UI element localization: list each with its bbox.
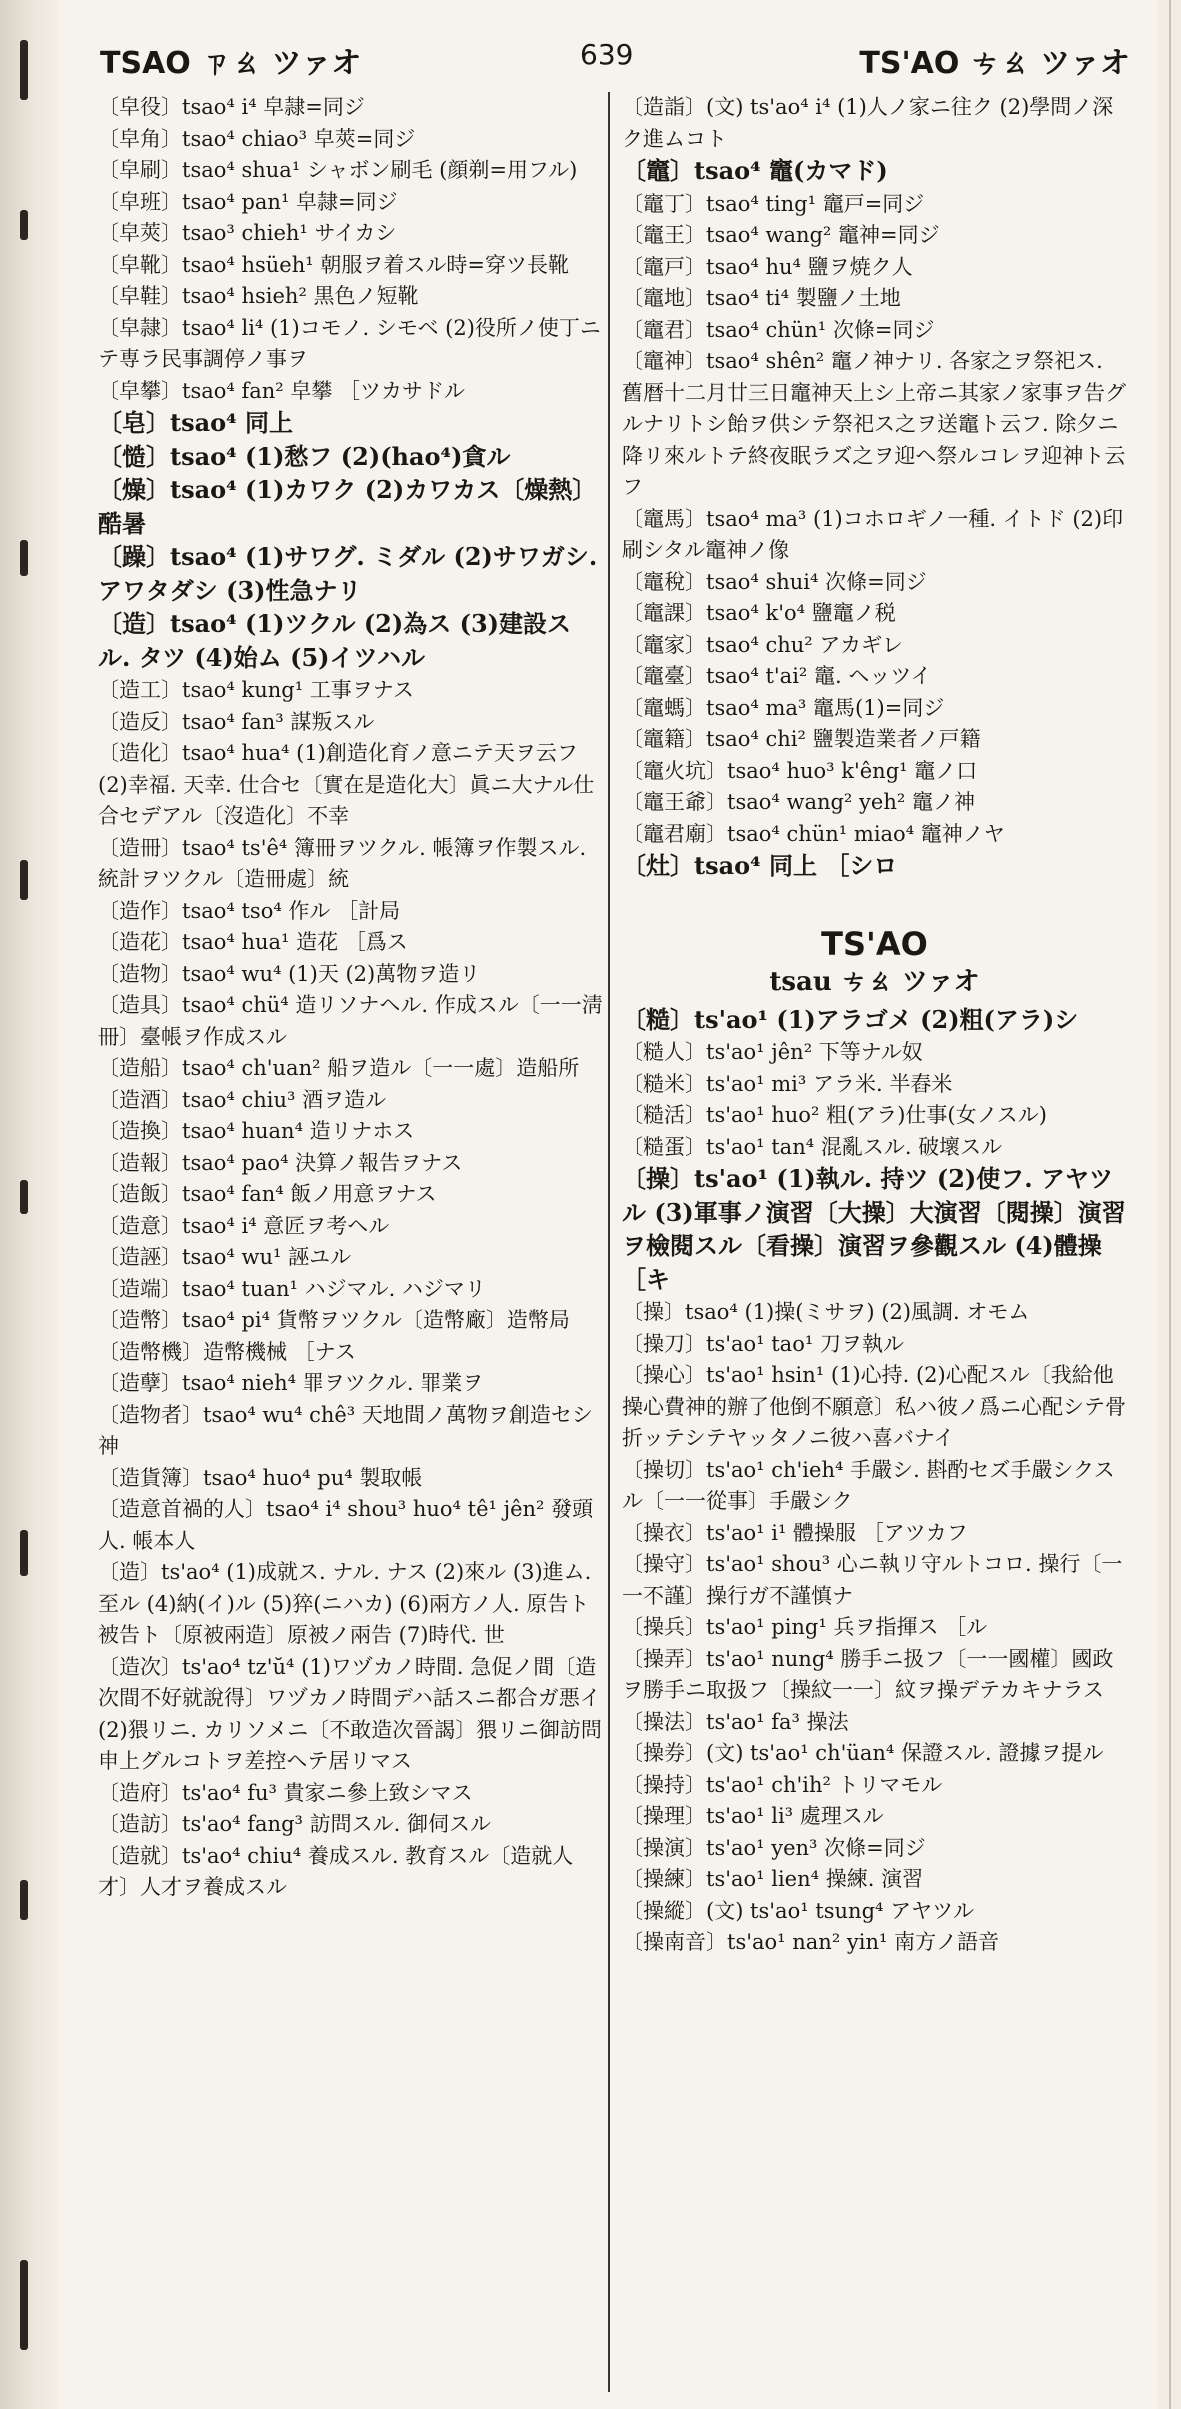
entry-text: 〔造酒〕tsao⁴ chiu³ 酒ヲ造ル: [98, 1087, 387, 1112]
right-column: [622, 92, 1127, 1959]
dictionary-entry: [98, 250, 603, 282]
entry-text: 〔糙蛋〕ts'ao¹ tan⁴ 混亂スル. 破壞スル: [622, 1134, 1003, 1159]
entry-text: 〔竈戸〕tsao⁴ hu⁴ 鹽ヲ焼ク人: [622, 254, 913, 279]
entry-text: 〔操〕ts'ao¹ (1)執ル. 持ツ (2)使フ. アヤツル (3)軍事ノ演習〔大操〕大演習〔閱操〕演習ヲ檢閱スル〔看操〕演習ヲ參觀スル (4)體操 ［キ: [622, 1164, 1126, 1294]
dictionary-entry: [98, 218, 603, 250]
entry-text: 〔竈君廟〕tsao⁴ chün¹ miao⁴ 竈神ノヤ: [622, 821, 1005, 846]
dictionary-entry: [98, 959, 603, 991]
dictionary-entry: [622, 252, 1127, 284]
entry-text: 〔皁莢〕tsao³ chieh¹ サイカシ: [98, 221, 397, 245]
dictionary-entry: [622, 850, 1127, 884]
dictionary-entry: [622, 346, 1127, 504]
dictionary-entry: [622, 630, 1127, 662]
dictionary-entry: [622, 1549, 1127, 1612]
entry-text: 〔皁靴〕tsao⁴ hsüeh¹ 朝服ヲ着スル時=穿ツ長靴: [98, 252, 569, 277]
dictionary-entry: [622, 1833, 1127, 1865]
entry-text: 〔造次〕ts'ao⁴ tz'ŭ⁴ (1)ワヅカノ時間. 急促ノ間〔造次間不好就說得〕ワヅカノ時間デハ話スニ都合ガ悪イ (2)猥リニ. カリソメニ〔不敢造次晉謁〕猥リニ御訪問申上グルコトヲ差控ヘテ居リマス: [98, 1654, 602, 1773]
binding-mark: [20, 1880, 28, 1920]
entry-text: 〔糙〕ts'ao¹ (1)アラゴメ (2)粗(アラ)シ: [622, 1004, 1079, 1034]
dictionary-entry: [622, 92, 1127, 155]
entry-text: 〔燥〕tsao⁴ (1)カワク (2)カワカス〔燥熱〕酷暑: [98, 475, 597, 538]
dictionary-entry: [622, 1896, 1127, 1928]
entry-text: 〔竈課〕tsao⁴ k'o⁴ 鹽竈ノ税: [622, 601, 896, 625]
dictionary-entry: [98, 124, 603, 156]
entry-text: 〔造具〕tsao⁴ chü⁴ 造リソナヘル. 作成スル〔一一淸冊〕臺帳ヲ作成スル: [98, 993, 603, 1049]
entry-text: 〔皁攀〕tsao⁴ fan² 皁攀 ［ツカサドル: [98, 378, 466, 403]
entry-text: 〔竈君〕tsao⁴ chün¹ 次條=同ジ: [622, 317, 935, 342]
entry-text: 〔造就〕ts'ao⁴ chiu⁴ 養成スル. 教育スル〔造就人才〕人才ヲ養成スル: [98, 1843, 574, 1899]
dictionary-entry: [98, 707, 603, 739]
dictionary-entry: [98, 1368, 603, 1400]
header-left-guide: TSAO ㄗㄠ ツァオ: [100, 46, 362, 81]
entry-text: 〔造化〕tsao⁴ hua⁴ (1)創造化育ノ意ニテ天ヲ云フ (2)幸福. 天幸. 仕合セ〔實在是造化大〕眞ニ大ナル仕合セデアル〔沒造化〕不幸: [98, 741, 595, 828]
page-number: 639: [580, 38, 634, 71]
dictionary-entry: [622, 1612, 1127, 1644]
dictionary-entry: [98, 474, 603, 541]
entry-text: 〔造貨簿〕tsao⁴ huo⁴ pu⁴ 製取帳: [98, 1465, 423, 1490]
binding-mark: [20, 40, 28, 100]
entry-text: 〔皁鞋〕tsao⁴ hsieh² 黒色ノ短靴: [98, 284, 419, 308]
dictionary-entry: [622, 1037, 1127, 1069]
dictionary-entry: [622, 1132, 1127, 1164]
dictionary-entry: [622, 1069, 1127, 1101]
dictionary-entry: [622, 315, 1127, 347]
entry-text: 〔造訪〕ts'ao⁴ fang³ 訪問スル. 御伺スル: [98, 1812, 491, 1836]
page-edge: [1169, 0, 1171, 2409]
right-column-entries: [622, 92, 1127, 884]
dictionary-entry: [98, 1778, 603, 1810]
dictionary-entry: [622, 1455, 1127, 1518]
dictionary-entry: [622, 220, 1127, 252]
dictionary-entry: [98, 1557, 603, 1652]
dictionary-entry: [98, 1242, 603, 1274]
entry-text: 〔皁角〕tsao⁴ chiao³ 皁莢=同ジ: [98, 126, 416, 151]
entry-text: 〔竈臺〕tsao⁴ t'ai² 竈. ヘッツイ: [622, 664, 932, 688]
entry-text: 〔造反〕tsao⁴ fan³ 謀叛スル: [98, 709, 375, 734]
right-column-entries-after: [622, 1004, 1127, 1959]
entry-text: 〔操刀〕ts'ao¹ tao¹ 刀ヲ執ル: [622, 1331, 904, 1356]
dictionary-entry: [98, 1211, 603, 1243]
entry-text: 〔操法〕ts'ao¹ fa³ 操法: [622, 1709, 849, 1734]
dictionary-entry: [98, 376, 603, 408]
entry-text: 〔操弄〕ts'ao¹ nung⁴ 勝手ニ扱フ〔一一國權〕國政ヲ勝手ニ取扱フ〔操紋一一〕紋ヲ操デテカキナラス: [622, 1646, 1114, 1702]
entry-text: 〔操南音〕ts'ao¹ nan² yin¹ 南方ノ語音: [622, 1930, 1000, 1954]
dictionary-entry: [98, 1463, 603, 1495]
header-right-guide: TS'AO ㄘㄠ ツァオ: [859, 46, 1130, 81]
dictionary-entry: [622, 1644, 1127, 1707]
entry-text: 〔皁役〕tsao⁴ i⁴ 皁隷=同ジ: [98, 95, 365, 119]
dictionary-entry: [622, 1100, 1127, 1132]
dictionary-entry: [98, 1652, 603, 1778]
dictionary-entry: [622, 598, 1127, 630]
section-title: TS'AO: [821, 924, 928, 963]
entry-text: 〔皁刷〕tsao⁴ shua¹ シャボン刷毛 (顔剃=用フル): [98, 158, 578, 182]
dictionary-entry: [622, 283, 1127, 315]
dictionary-entry: [98, 155, 603, 187]
entry-text: 〔造工〕tsao⁴ kung¹ 工事ヲナス: [98, 678, 414, 702]
dictionary-entry: [98, 1305, 603, 1368]
book-binding: [0, 0, 58, 2409]
dictionary-entry: [622, 1360, 1127, 1455]
dictionary-entry: [98, 608, 603, 675]
dictionary-entry: [98, 1494, 603, 1557]
entry-text: 〔竈家〕tsao⁴ chu² アカギレ: [622, 632, 903, 657]
entry-text: 〔操演〕ts'ao¹ yen³ 次條=同ジ: [622, 1835, 926, 1860]
dictionary-entry: [622, 567, 1127, 599]
entry-text: 〔灶〕tsao⁴ 同上 ［シロ: [622, 851, 898, 880]
dictionary-entry: [622, 1770, 1127, 1802]
dictionary-entry: [98, 92, 603, 124]
entry-text: 〔竈稅〕tsao⁴ shui⁴ 次條=同ジ: [622, 569, 927, 594]
dictionary-entry: [622, 1738, 1127, 1770]
dictionary-entry: [98, 281, 603, 313]
dictionary-entry: [98, 1116, 603, 1148]
entry-text: 〔皁班〕tsao⁴ pan¹ 皁隷=同ジ: [98, 189, 398, 214]
entry-text: 〔造意首禍的人〕tsao⁴ i⁴ shou³ huo⁴ tê¹ jên² 發頭人. 帳本人: [98, 1497, 594, 1553]
entry-text: 〔操守〕ts'ao¹ shou³ 心ニ執リ守ルトコロ. 操行〔一一不謹〕操行ガ不謹慎ナ: [622, 1552, 1123, 1608]
entry-text: 〔操練〕ts'ao¹ lien⁴ 操練. 演習: [622, 1867, 924, 1891]
binding-mark: [20, 2260, 28, 2350]
entry-text: 〔操縱〕(文) ts'ao¹ tsung⁴ アヤツル: [622, 1898, 975, 1923]
entry-text: 〔糙活〕ts'ao¹ huo² 粗(アラ)仕事(女ノスル): [622, 1103, 1047, 1127]
dictionary-entry: [622, 1297, 1127, 1329]
entry-text: 〔竈籍〕tsao⁴ chi² 鹽製造業者ノ戸籍: [622, 727, 981, 751]
entry-text: 〔竈王〕tsao⁴ wang² 竈神=同ジ: [622, 223, 940, 247]
dictionary-entry: [98, 1809, 603, 1841]
entry-text: 〔造府〕ts'ao⁴ fu³ 貴家ニ參上致シマス: [98, 1780, 473, 1805]
entry-text: 〔竈神〕tsao⁴ shên² 竈ノ神ナリ. 各家之ヲ祭祀ス. 舊暦十二月廿三日竈神天上シ上帝ニ其家ノ家事ヲ告グルナリトシ飴ヲ供シテ祭祀ス之ヲ送竈ト云フ. 除夕ニ降リ來ルトテ終夜眠ラズ之ヲ迎ヘ祭ルコレヲ迎神ト云フ: [622, 349, 1126, 499]
entry-text: 〔操心〕ts'ao¹ hsin¹ (1)心持. (2)心配スル〔我給他操心費神的辦了他倒不願意〕私ハ彼ノ爲ニ心配シテ骨折ッテシテヤッタノニ彼ハ喜バナイ: [622, 1363, 1126, 1450]
entry-text: 〔造〕ts'ao⁴ (1)成就ス. ナル. ナス (2)來ル (3)進ム. 至ル (4)納(イ)ル (5)猝(ニハカ) (6)兩方ノ人. 原告ト被告ト〔原被兩造〕原被ノ兩告 (7)時代. 世: [98, 1560, 592, 1647]
dictionary-entry: [622, 1329, 1127, 1361]
dictionary-entry: [622, 787, 1127, 819]
dictionary-entry: [98, 441, 603, 475]
binding-mark: [20, 210, 28, 240]
dictionary-entry: [98, 1053, 603, 1085]
entry-text: 〔竈螞〕tsao⁴ ma³ 竈馬(1)=同ジ: [622, 695, 945, 720]
entry-text: 〔操切〕ts'ao¹ ch'ieh⁴ 手嚴シ. 斟酌セズ手嚴シクスル〔一一從事〕手嚴シク: [622, 1457, 1115, 1513]
entry-text: 〔操理〕ts'ao¹ li³ 處理スル: [622, 1804, 884, 1828]
dictionary-entry: [98, 313, 603, 376]
dictionary-entry: [98, 896, 603, 928]
dictionary-entry: [622, 1707, 1127, 1739]
entry-text: 〔造幣〕tsao⁴ pi⁴ 貨幣ヲツクル〔造幣廠〕造幣局〔造幣機〕造幣機械 ［ナス: [98, 1308, 570, 1364]
entry-text: 〔操衣〕ts'ao¹ i¹ 體操服 ［アツカフ: [622, 1520, 968, 1545]
dictionary-entry: [622, 661, 1127, 693]
entry-text: 〔造船〕tsao⁴ ch'uan² 船ヲ造ル〔一一處〕造船所: [98, 1056, 580, 1080]
dictionary-entry: [98, 738, 603, 833]
dictionary-entry: [622, 724, 1127, 756]
entry-text: 〔造作〕tsao⁴ tso⁴ 作ル ［計局: [98, 898, 401, 923]
entry-text: 〔躁〕tsao⁴ (1)サワグ. ミダル (2)サワガシ. アワタダシ (3)性急ナリ: [98, 542, 598, 605]
entry-text: 〔竈〕tsao⁴ 竈(カマド): [622, 156, 888, 185]
dictionary-entry: [98, 1841, 603, 1904]
dictionary-entry: [622, 1801, 1127, 1833]
entry-text: 〔造端〕tsao⁴ tuan¹ ハジマル. ハジマリ: [98, 1276, 486, 1301]
entry-text: 〔慥〕tsao⁴ (1)愁フ (2)(hao⁴)貪ル: [98, 441, 511, 471]
dictionary-entry: [622, 756, 1127, 788]
dictionary-entry: [98, 990, 603, 1053]
section-subtitle: tsau ㄘㄠ ツァオ: [769, 966, 980, 997]
dictionary-entry: [622, 1864, 1127, 1896]
dictionary-entry: [98, 187, 603, 219]
entry-text: 〔竈火坑〕tsao⁴ huo³ k'êng¹ 竈ノ口: [622, 758, 978, 783]
entry-text: 〔造物者〕tsao⁴ wu⁴ chê³ 天地間ノ萬物ヲ創造セシ神: [98, 1402, 593, 1458]
entry-text: 〔造意〕tsao⁴ i⁴ 意匠ヲ考ヘル: [98, 1213, 390, 1238]
entry-text: 〔操券〕(文) ts'ao¹ ch'üan⁴ 保證スル. 證據ヲ提ル: [622, 1741, 1104, 1765]
entry-text: 〔竈丁〕tsao⁴ ting¹ 竈戸=同ジ: [622, 191, 925, 216]
dictionary-entry: [98, 675, 603, 707]
entry-text: 〔造誣〕tsao⁴ wu¹ 誣ユル: [98, 1245, 352, 1269]
dictionary-entry: [98, 927, 603, 959]
dictionary-entry: [98, 1148, 603, 1180]
dictionary-entry: [98, 1085, 603, 1117]
dictionary-entry: [622, 504, 1127, 567]
binding-mark: [20, 540, 28, 576]
entry-text: 〔操持〕ts'ao¹ ch'ih² トリマモル: [622, 1772, 943, 1797]
dictionary-entry: [622, 1518, 1127, 1550]
dictionary-entry: [622, 189, 1127, 221]
binding-mark: [20, 1530, 28, 1576]
page-header: [100, 30, 1130, 82]
dictionary-entry: [622, 1927, 1127, 1959]
entry-text: 〔造物〕tsao⁴ wu⁴ (1)天 (2)萬物ヲ造リ: [98, 961, 481, 986]
entry-text: 〔造換〕tsao⁴ huan⁴ 造リナホス: [98, 1119, 415, 1143]
entry-text: 〔竈王爺〕tsao⁴ wang² yeh² 竈ノ神: [622, 790, 975, 814]
dictionary-entry: [622, 819, 1127, 851]
dictionary-entry: [98, 833, 603, 896]
entry-text: 〔皁隷〕tsao⁴ li⁴ (1)コモノ. シモベ (2)役所ノ使丁ニテ専ラ民事調停ノ事ヲ: [98, 315, 601, 371]
dictionary-entry: [98, 407, 603, 441]
dictionary-entry: [622, 1163, 1127, 1297]
left-column: [98, 92, 603, 1904]
column-divider: [608, 92, 610, 2392]
entry-text: 〔造冊〕tsao⁴ ts'ê⁴ 簿冊ヲツクル. 帳簿ヲ作製スル. 統計ヲツクル〔造冊處〕統: [98, 835, 587, 891]
dictionary-entry: [98, 541, 603, 608]
dictionary-entry: [98, 1274, 603, 1306]
entry-text: 〔糙人〕ts'ao¹ jên² 下等ナル奴: [622, 1040, 923, 1064]
entry-text: 〔造飯〕tsao⁴ fan⁴ 飯ノ用意ヲナス: [98, 1182, 437, 1206]
entry-text: 〔造〕tsao⁴ (1)ツクル (2)為ス (3)建設スル. タツ (4)始ム (5)イツハル: [98, 609, 572, 672]
entry-text: 〔操〕tsao⁴ (1)操(ミサヲ) (2)風調. オモム: [622, 1300, 1030, 1324]
entry-text: 〔造詣〕(文) ts'ao⁴ i⁴ (1)人ノ家ニ往ク (2)學問ノ深ク進ムコト: [622, 95, 1114, 151]
entry-text: 〔造花〕tsao⁴ hua¹ 造花 ［爲ス: [98, 930, 408, 954]
entry-text: 〔皂〕tsao⁴ 同上: [98, 408, 294, 437]
entry-text: 〔造孽〕tsao⁴ nieh⁴ 罪ヲツクル. 罪業ヲ: [98, 1371, 484, 1395]
dictionary-entry: [98, 1400, 603, 1463]
entry-text: 〔操兵〕ts'ao¹ ping¹ 兵ヲ指揮ス ［ル: [622, 1615, 988, 1639]
dictionary-entry: [622, 155, 1127, 189]
binding-mark: [20, 860, 28, 900]
entry-text: 〔竈馬〕tsao⁴ ma³ (1)コホロギノ一種. イトド (2)印刷シタル竈神ノ像: [622, 506, 1124, 562]
entry-text: 〔造報〕tsao⁴ pao⁴ 決算ノ報告ヲナス: [98, 1150, 463, 1175]
entry-text: 〔糙米〕ts'ao¹ mi³ アラ米. 半舂米: [622, 1071, 953, 1096]
dictionary-entry: [622, 693, 1127, 725]
entry-text: 〔竈地〕tsao⁴ ti⁴ 製鹽ノ土地: [622, 286, 901, 310]
binding-mark: [20, 1180, 28, 1214]
dictionary-entry: [622, 1004, 1127, 1038]
dictionary-entry: [98, 1179, 603, 1211]
